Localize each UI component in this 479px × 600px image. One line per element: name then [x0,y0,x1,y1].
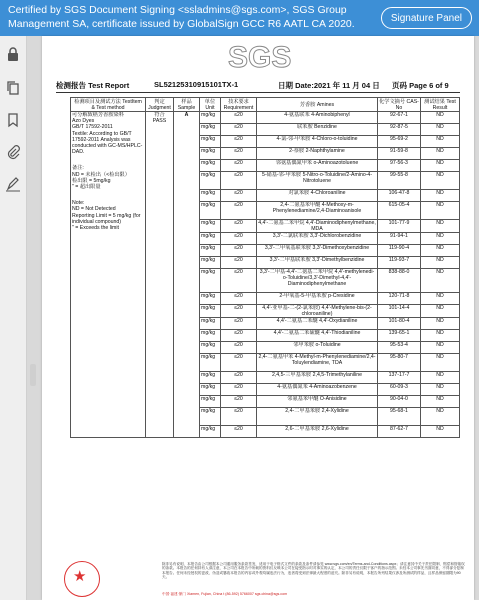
result-cell: ND [421,202,460,220]
result-cell: ND [421,245,460,257]
amine-cell: 2-甲氧基-5-甲基苯胺 p-Cresidine [257,293,378,305]
amine-cell: 3,3'-二氯联苯胺 3,3'-Dichlorobenzidine [257,233,378,245]
col-result: 测试结果 Test Result [421,98,460,112]
col-cas: 化学文摘号 CAS-No [379,98,419,111]
address-text: 中国·福建·厦门 Xiamen, Fujian, China t (86-592) 5766007 sgs.china@sgs.com [162,592,288,596]
amine-cell: 3,3'-二甲基-4,4'-二氨基二苯甲烷 4,4'-methylenedi-o-Toluidine/3,3'-Dimethyl-4,4'-Diaminodiphenylmethane [257,269,378,293]
requirement-cell: ≤20 [221,293,257,305]
requirement-cell: ≤20 [221,342,257,354]
col-amines: 芳香胺 Amines [257,98,378,112]
requirement-cell: ≤20 [221,220,257,233]
cas-cell: 615-05-4 [378,202,421,220]
col-requirement: 技术要求 Requirement [221,98,257,112]
result-cell: ND [421,372,460,384]
unit-cell: mg/kg [200,426,221,438]
amine-cell: 3,3'-二甲氧基联苯胺 3,3'-Dimethoxybenzidine [257,245,378,257]
paperclip-icon[interactable] [5,144,21,160]
unit-cell: mg/kg [200,220,221,233]
unit-cell: mg/kg [200,396,221,408]
report-date: 日期 Date:2021 年 11 月 04 日 [278,81,380,90]
result-cell: ND [421,233,460,245]
unit-cell: mg/kg [200,408,221,426]
requirement-cell: ≤20 [221,233,257,245]
unit-cell: mg/kg [200,172,221,190]
amine-cell: 4,4'-二氨基二苯硫醚 4,4'-Thiodianiline [257,330,378,342]
col-testitem: 检测项目及测试方法 TestItem & Test method [71,98,146,112]
note-line: Textile: According to GB/T 17592-2011 Analysis was conducted with GC-MS/HPLC-DAD. [72,130,143,156]
cas-cell: 119-93-7 [378,257,421,269]
sidebar [0,36,27,600]
requirement-cell: ≤20 [221,257,257,269]
requirement-cell: ≤20 [221,202,257,220]
report-title: 检测报告 Test Report [56,81,130,90]
cas-cell: 139-65-1 [378,330,421,342]
requirement-cell: ≤20 [221,305,257,318]
cas-cell: 60-09-3 [378,384,421,396]
header-rule [56,92,460,93]
col-judgment: 判定 Judgment [146,98,174,112]
signature-pen-icon[interactable] [5,176,21,192]
certificate-text: Certified by SGS Document Signing <ssladmins@sgs.com>, SGS Group Management SA, certificate issued by GlobalSign GCC R6 AATL CA 2020. [8,4,355,30]
result-cell: ND [421,318,460,330]
cas-cell: 90-04-0 [378,396,421,408]
report-page: 页码 Page 6 of 9 [392,81,449,90]
unit-cell: mg/kg [200,190,221,202]
result-cell: ND [421,396,460,408]
amine-cell: 4-氨基联苯 4-Aminobiphenyl [257,112,378,124]
unit-cell: mg/kg [200,305,221,318]
amine-cell: 4-氨基偶氮苯 4-Aminoazobenzene [257,384,378,396]
unit-cell: mg/kg [200,124,221,136]
cas-cell: 101-77-9 [378,220,421,233]
cas-cell: 106-47-8 [378,190,421,202]
cas-cell: 91-59-8 [378,148,421,160]
amine-cell: 邻氨基偶氮甲苯 o-Aminoazotoluene [257,160,378,172]
result-cell: ND [421,160,460,172]
unit-cell: mg/kg [200,136,221,148]
result-cell: ND [421,408,460,426]
cas-cell: 95-69-2 [378,136,421,148]
result-cell: ND [421,124,460,136]
cas-cell: 101-14-4 [378,305,421,318]
note-line: ND = Not Detected [72,206,116,213]
cas-cell: 119-90-4 [378,245,421,257]
requirement-cell: ≤20 [221,148,257,160]
requirement-cell: ≤20 [221,426,257,438]
amine-cell: 2,4-二氨基甲苯 4-Methyl-m-Phenylenediamine/2,4-Toluylendiamine, TDA [257,354,378,372]
judgment-text: 符合 [154,112,165,118]
unit-cell: mg/kg [200,318,221,330]
signature-panel-button[interactable]: Signature Panel [381,7,472,29]
amine-cell: 4,4'-亚甲基-二-(2-氯苯胺) 4,4'-Methylene-bis-(2-chloroaniline) [257,305,378,318]
result-cell: ND [421,136,460,148]
amine-cell: 2,4-二氨基苯甲醚 4-Methoxy-m-Phenylenediamine/2,4-Diaminoanisole [257,202,378,220]
unit-cell: mg/kg [200,384,221,396]
unit-cell: mg/kg [200,372,221,384]
cas-cell: 99-55-8 [378,172,421,190]
requirement-cell: ≤20 [221,354,257,372]
amine-cell: 2,4,5-三甲基苯胺 2,4,5-Trimethylaniline [257,372,378,384]
unit-cell: mg/kg [200,257,221,269]
result-cell: ND [421,384,460,396]
unit-cell: mg/kg [200,202,221,220]
requirement-cell: ≤20 [221,190,257,202]
result-cell: ND [421,293,460,305]
cas-cell: 92-67-1 [378,112,421,124]
judgment-cell [146,112,174,438]
unit-cell: mg/kg [200,245,221,257]
note-line: " = Exceeds the limit [72,225,119,232]
note-line: 备注: [72,165,84,172]
cas-cell: 838-88-0 [378,269,421,293]
terms-text: 除非另有说明，本报告由公司根据本公司通用服务条款签发，适用于电子格式文件的条款及条件请参见 www.sgs.com/en/Terms-and-Conditions.aspx；请注意其中关于责任限制、赔偿和管辖权的条款。本报告的任何持有人请注意，本公司在本报告中所载的资料仅反映本公司在接受指示时对事实的认定，本公司的责任仅限于客户的指示范围。未经本公司事先书面同意，不得部分复制本报告。任何未经授权的更改、伪造或篡改本报告的内容或外观均属违法行为，违者将受到法律最大程度的追究。除非另有说明，本报告所列结果仅涉及所测试的样品，且样品保留期限为90天。 [162,562,465,580]
results-table [70,97,460,438]
amine-cell: 联苯胺 Benzidine [257,124,378,136]
note-line: ND = 未检出（<检出限） [72,171,130,178]
amine-cell: 邻甲苯胺 o-Toluidine [257,342,378,354]
requirement-cell: ≤20 [221,372,257,384]
certificate-banner [0,0,479,36]
amine-cell: 4,4'-二氨基二苯醚 4,4'-Oxydianiline [257,318,378,330]
requirement-cell: ≤20 [221,269,257,293]
result-cell: ND [421,426,460,438]
col-unit: 单位 Unit [200,98,221,112]
judgment-text: PASS [152,118,167,124]
requirement-cell: ≤20 [221,112,257,124]
result-cell: ND [421,342,460,354]
amine-cell: 3,3'-二甲基联苯胺 3,3'-Dimethylbenzidine [257,257,378,269]
amine-cell: 对氯苯胺 4-Chloroaniline [257,190,378,202]
unit-cell: mg/kg [200,293,221,305]
lock-icon[interactable] [5,46,21,62]
requirement-cell: ≤20 [221,396,257,408]
unit-cell: mg/kg [200,112,221,124]
requirement-cell: ≤20 [221,384,257,396]
bookmark-icon[interactable] [5,112,21,128]
result-cell: ND [421,220,460,233]
result-cell: ND [421,112,460,124]
amine-cell: 4,4'-二氨基二苯甲烷 4,4'-Diaminodiphenylmethane, MDA [258,220,376,232]
amine-cell: 邻氨基苯甲醚 O-Anisidine [257,396,378,408]
unit-cell: mg/kg [200,269,221,293]
cas-cell: 97-56-3 [378,160,421,172]
result-cell: ND [421,172,460,190]
note-line: GB/T 17592-2011 [72,124,113,131]
result-cell: ND [421,257,460,269]
result-cell: ND [421,305,460,318]
sidebar-collapse-handle[interactable] [30,364,36,386]
amine-cell: 2,4-二甲基苯胺 2,4-Xylidine [257,408,378,426]
report-footer [42,556,474,600]
sgs-logo: SGS [228,41,292,74]
cas-cell: 120-71-8 [378,293,421,305]
official-seal-icon: ★ [64,561,100,597]
note-line: 可分解致癌芳香胺染料 [72,112,124,118]
requirement-cell: ≤20 [221,318,257,330]
sample-cell: A [174,112,200,438]
requirement-cell: ≤20 [221,408,257,426]
result-cell: ND [421,269,460,293]
amine-cell: 4-氯-邻-甲苯胺 4-Chloro-o-toluidine [257,136,378,148]
unit-cell: mg/kg [200,233,221,245]
test-method-notes [71,112,146,438]
requirement-cell: ≤20 [221,172,257,190]
cas-cell: 95-68-1 [378,408,421,426]
result-cell: ND [421,148,460,160]
table-row [71,112,460,124]
amine-cell: 5-硝基-邻-甲苯胺 5-Nitro-o-Toluidine/2-Amino-4-Nitrotoluene [257,172,378,190]
cas-cell: 95-53-4 [378,342,421,354]
result-cell: ND [421,354,460,372]
cas-cell: 137-17-7 [378,372,421,384]
note-line: Note: [72,200,85,207]
cas-cell: 91-94-1 [378,233,421,245]
cas-cell: 101-80-4 [378,318,421,330]
unit-cell: mg/kg [200,160,221,172]
unit-cell: mg/kg [200,148,221,160]
requirement-cell: ≤20 [221,245,257,257]
document-page [42,36,474,600]
result-cell: ND [421,330,460,342]
result-cell: ND [421,190,460,202]
requirement-cell: ≤20 [221,124,257,136]
unit-cell: mg/kg [200,354,221,372]
note-line: Azo Dyes [72,118,95,125]
copy-icon[interactable] [5,80,21,96]
amine-cell: 2-萘胺 2-Naphthylamine [257,148,378,160]
unit-cell: mg/kg [200,330,221,342]
note-line: 检出限 = 5mg/kg [72,177,111,184]
report-number: SL52125310915101TX-1 [154,80,239,89]
requirement-cell: ≤20 [221,330,257,342]
cas-cell: 95-80-7 [378,354,421,372]
col-sample: 样品 Sample [174,98,200,112]
requirement-cell: ≤20 [221,160,257,172]
amine-cell: 2,6-二甲基苯胺 2,6-Xylidine [257,426,378,438]
cas-cell: 87-62-7 [378,426,421,438]
note-line: " = 超出限量 [72,184,101,191]
unit-cell: mg/kg [200,342,221,354]
cas-cell: 92-87-5 [378,124,421,136]
note-line: Reporting Limit = 5 mg/kg (for individual compound) [72,212,141,225]
requirement-cell: ≤20 [221,136,257,148]
